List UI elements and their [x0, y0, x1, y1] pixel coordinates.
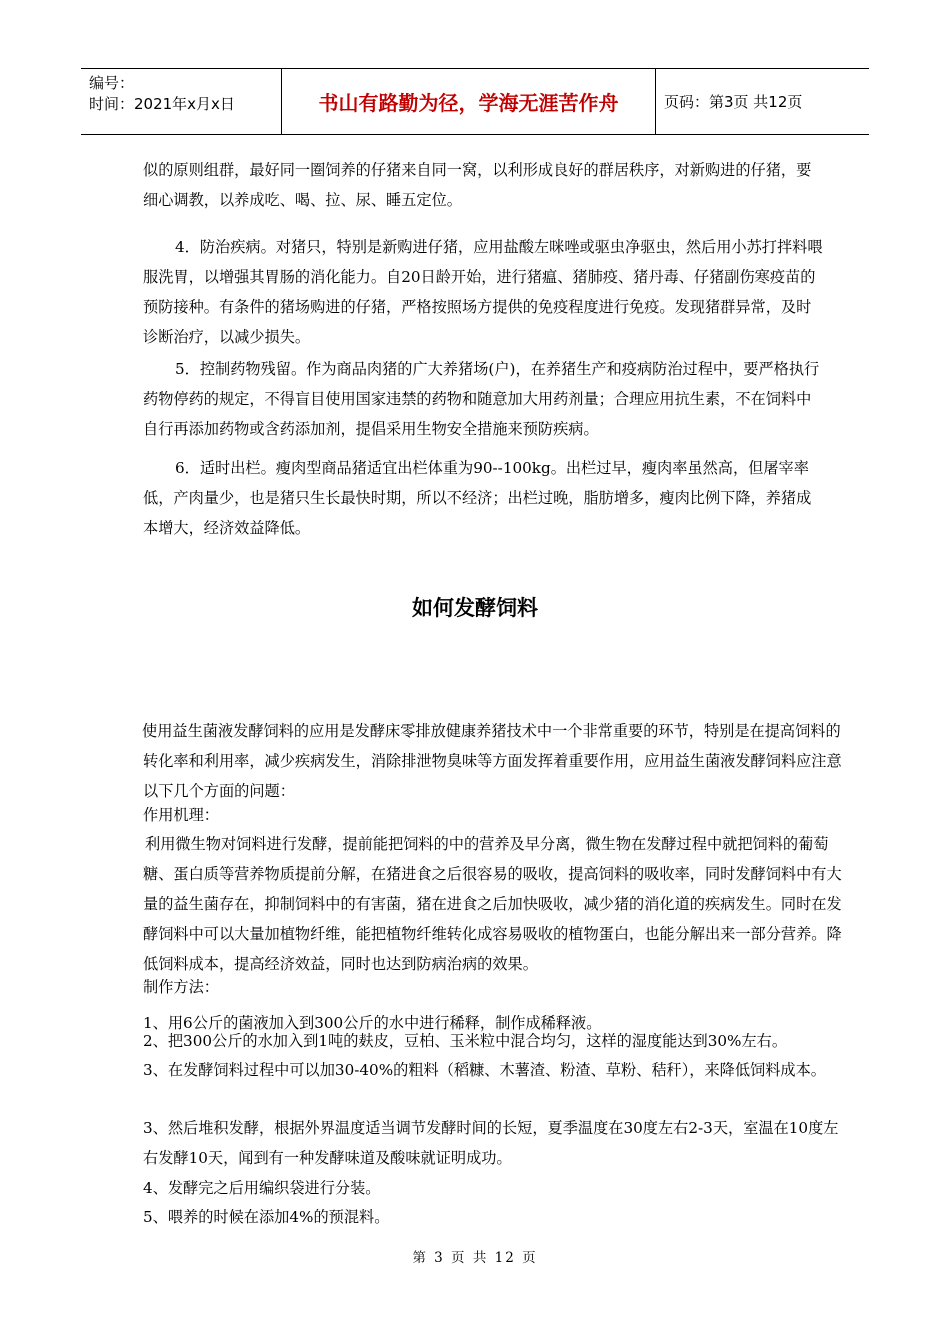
header-page-info: 页码：第3页 共12页: [664, 93, 803, 111]
paragraph-intro: 使用益生菌液发酵饲料的应用是发酵床零排放健康养猪技术中一个非常重要的环节，特别是在提高饲料的转化率和利用率，减少疾病发生，消除排泄物臭味等方面发挥着重要作用，应用益生菌液发酵饲料应注意以下几个方面的问题：: [142, 722, 842, 800]
step-4: 4、发酵完之后用编织袋进行分装。: [143, 1179, 381, 1197]
header-motto: 书山有路勤为径，学海无涯苦作舟: [282, 69, 656, 134]
step-3b: 3、然后堆积发酵，根据外界温度适当调节发酵时间的长短，夏季温度在30度左右2-3天，室温在10度左右发酵10天，闻到有一种发酵味道及酸味就证明成功。: [143, 1119, 839, 1167]
paragraph-timely-slaughter: 6．适时出栏。瘦肉型商品猪适宜出栏体重为90--100kg。出栏过早，瘦肉率虽然高，但屠宰率低，产肉量少，也是猪只生长最快时期，所以不经济；出栏过晚，脂肪增多，瘦肉比例下降，养猪成本增大，经济效益降低。: [143, 459, 812, 537]
time-label: 时间：2021年x月x日: [89, 95, 235, 113]
page-header: [81, 68, 869, 135]
header-meta: [81, 69, 282, 134]
step-2: 2、把300公斤的水加入到1吨的麸皮，豆柏、玉米粒中混合均匀，这样的湿度能达到30%左右。: [143, 1032, 788, 1050]
step-1: 1、用6公斤的菌液加入到300公斤的水中进行稀释，制作成稀释液。: [143, 1014, 602, 1032]
page-footer: 第 3 页 共 12 页: [412, 1250, 538, 1266]
step-3a: 3、在发酵饲料过程中可以加30-40%的粗料（稻糠、木薯渣、粉渣、草粉、秸秆），来降低饲料成本。: [143, 1061, 826, 1079]
section-title: 如何发酵饲料: [412, 596, 538, 620]
paragraph-drug-residue: 5．控制药物残留。作为商品肉猪的广大养猪场(户)，在养猪生产和疫病防治过程中，要严格执行药物停药的规定，不得盲目使用国家违禁的药物和随意加大用药剂量；合理应用抗生素，不在饲料中自行再添加药物或含药添加剂，提倡采用生物安全措施来预防疾病。: [143, 360, 820, 438]
paragraph-continuation: 似的原则组群，最好同一圈饲养的仔猪来自同一窝，以利形成良好的群居秩序，对新购进的仔猪，要细心调教，以养成吃、喝、拉、尿、睡五定位。: [143, 161, 812, 209]
method-label: 制作方法：: [143, 978, 219, 996]
paragraph-mechanism: 利用微生物对饲料进行发酵，提前能把饲料的中的营养及早分离，微生物在发酵过程中就把饲料的葡萄糖、蛋白质等营养物质提前分解，在猪进食之后很容易的吸收，提高饲料的吸收率，同时发酵饲料中有大量的益生菌存在，抑制饲料中的有害菌，猪在进食之后加快吸收，减少猪的消化道的疾病发生。同时在发酵饲料中可以大量加植物纤维，能把植物纤维转化成容易吸收的植物蛋白，也能分解出来一部分营养。降低饲料成本，提高经济效益，同时也达到防病治病的效果。: [143, 835, 842, 973]
mechanism-label: 作用机理：: [143, 806, 219, 824]
number-label: 编号：: [89, 74, 135, 92]
step-5: 5、喂养的时候在添加4%的预混料。: [143, 1208, 390, 1226]
paragraph-disease-prevention: 4．防治疾病。对猪只，特别是新购进仔猪，应用盐酸左咪唑或驱虫净驱虫，然后用小苏打拌料喂服洗胃，以增强其胃肠的消化能力。自20日龄开始，进行猪瘟、猪肺疫、猪丹毒、仔猪副伤寒疫苗的预防接种。有条件的猪场购进的仔猪，严格按照场方提供的免疫程度进行免疫。发现猪群异常，及时诊断治疗，以减少损失。: [143, 238, 823, 346]
